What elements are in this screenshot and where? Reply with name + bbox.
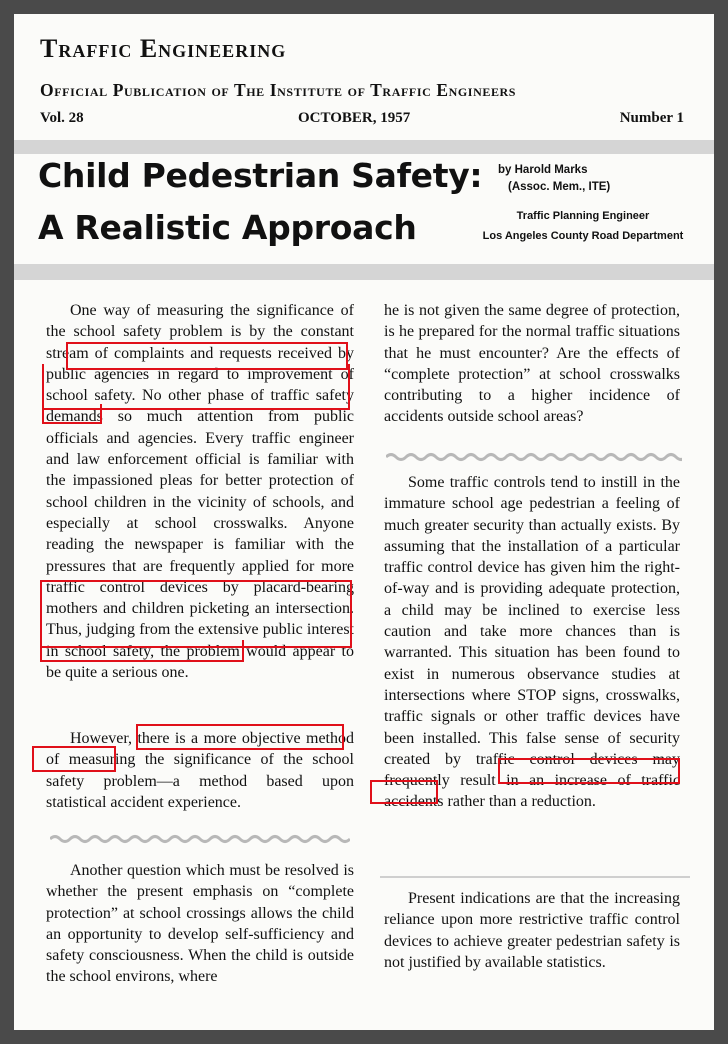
section-separator-wave <box>50 834 350 844</box>
document-page <box>14 14 714 1030</box>
article-title-line1: Child Pedestrian Safety: <box>38 156 483 195</box>
left-column-paragraph-1 <box>46 300 354 683</box>
paragraph-text: Present indications are that the increasing reliance upon more restrictive traffic control devices to achieve greater pedestrian safety is not justified by available statistics. <box>384 890 680 971</box>
left-column-paragraph-2 <box>46 728 354 813</box>
journal-date: OCTOBER, 1957 <box>298 110 411 126</box>
paragraph-text: Some traffic controls tend to instill in the immature school age pedestrian a feeling of much greater security than actually exists. By assuming that the installation of a particular traffic control device has given him the right-of-way and is providing adequate protection, a child may be inclined to exercise less caution and take more chances than is warranted. This situation has been found to exist in numerous observance studies at intersections where STOP signs, crosswalks, traffic signals or other traffic devices have been installed. This false sense of security created by traffic control devices may frequently result in an increase of traffic accidents rather than a reduction. <box>384 474 680 811</box>
section-separator-wave <box>386 452 682 462</box>
right-column-divider <box>380 876 690 878</box>
journal-subtitle: Official Publication of The Institute of Traffic Engineers <box>40 80 517 100</box>
byline <box>498 162 658 196</box>
author-affiliation <box>478 206 688 246</box>
paragraph-text: Another question which must be resolved is whether the present emphasis on “complete protection” at school crossings allows the child an opportunity to develop self-sufficiency and safety consciousness. When the child is outside the school environs, where <box>46 862 354 986</box>
journal-volume: Vol. 28 <box>40 110 84 126</box>
author-role: Traffic Planning Engineer <box>516 210 650 222</box>
right-column-paragraph-2 <box>384 472 680 813</box>
paragraph-text: One way of measuring the significance of the school safety problem is by the constant stream of complaints and requests received by public agencies in regard to improvement of school safety. No other phase of traffic safety demands so much attention from public officials and agencies. Every traffic engineer and law enforcement official is familiar with the impassioned pleas for better protection of school children in the vicinity of schools, and especially at school crosswalks. Anyone reading the newspaper is familiar with the pressures that are frequently applied for more traffic control devices by placard-bearing mothers and children picketing an intersection. Thus, judging from the extensive public interest in school safety, the problem would appear to be quite a serious one. <box>46 302 354 682</box>
author-membership: (Assoc. Mem., ITE) <box>508 181 611 193</box>
right-column-paragraph-3 <box>384 888 680 973</box>
title-divider-band <box>14 264 714 280</box>
article-title-line2: A Realistic Approach <box>38 208 417 247</box>
journal-number: Number 1 <box>619 110 684 126</box>
right-column-paragraph-1 <box>384 300 680 428</box>
paragraph-text: However, there is a more objective method of measuring the significance of the school safety problem—a method based upon statistical accident experience. <box>46 730 354 811</box>
author-organization: Los Angeles County Road Department <box>482 230 684 242</box>
header-divider-band <box>14 140 714 154</box>
paragraph-text: he is not given the same degree of protection, is he prepared for the normal traffic situations that he must encounter? Are the effects of “complete protection” at school crosswalks contributing to a higher incidence of accidents outside school areas? <box>384 302 680 426</box>
journal-title: Traffic Engineering <box>40 34 287 63</box>
left-column-paragraph-3 <box>46 860 354 988</box>
author-name: by Harold Marks <box>498 164 588 176</box>
